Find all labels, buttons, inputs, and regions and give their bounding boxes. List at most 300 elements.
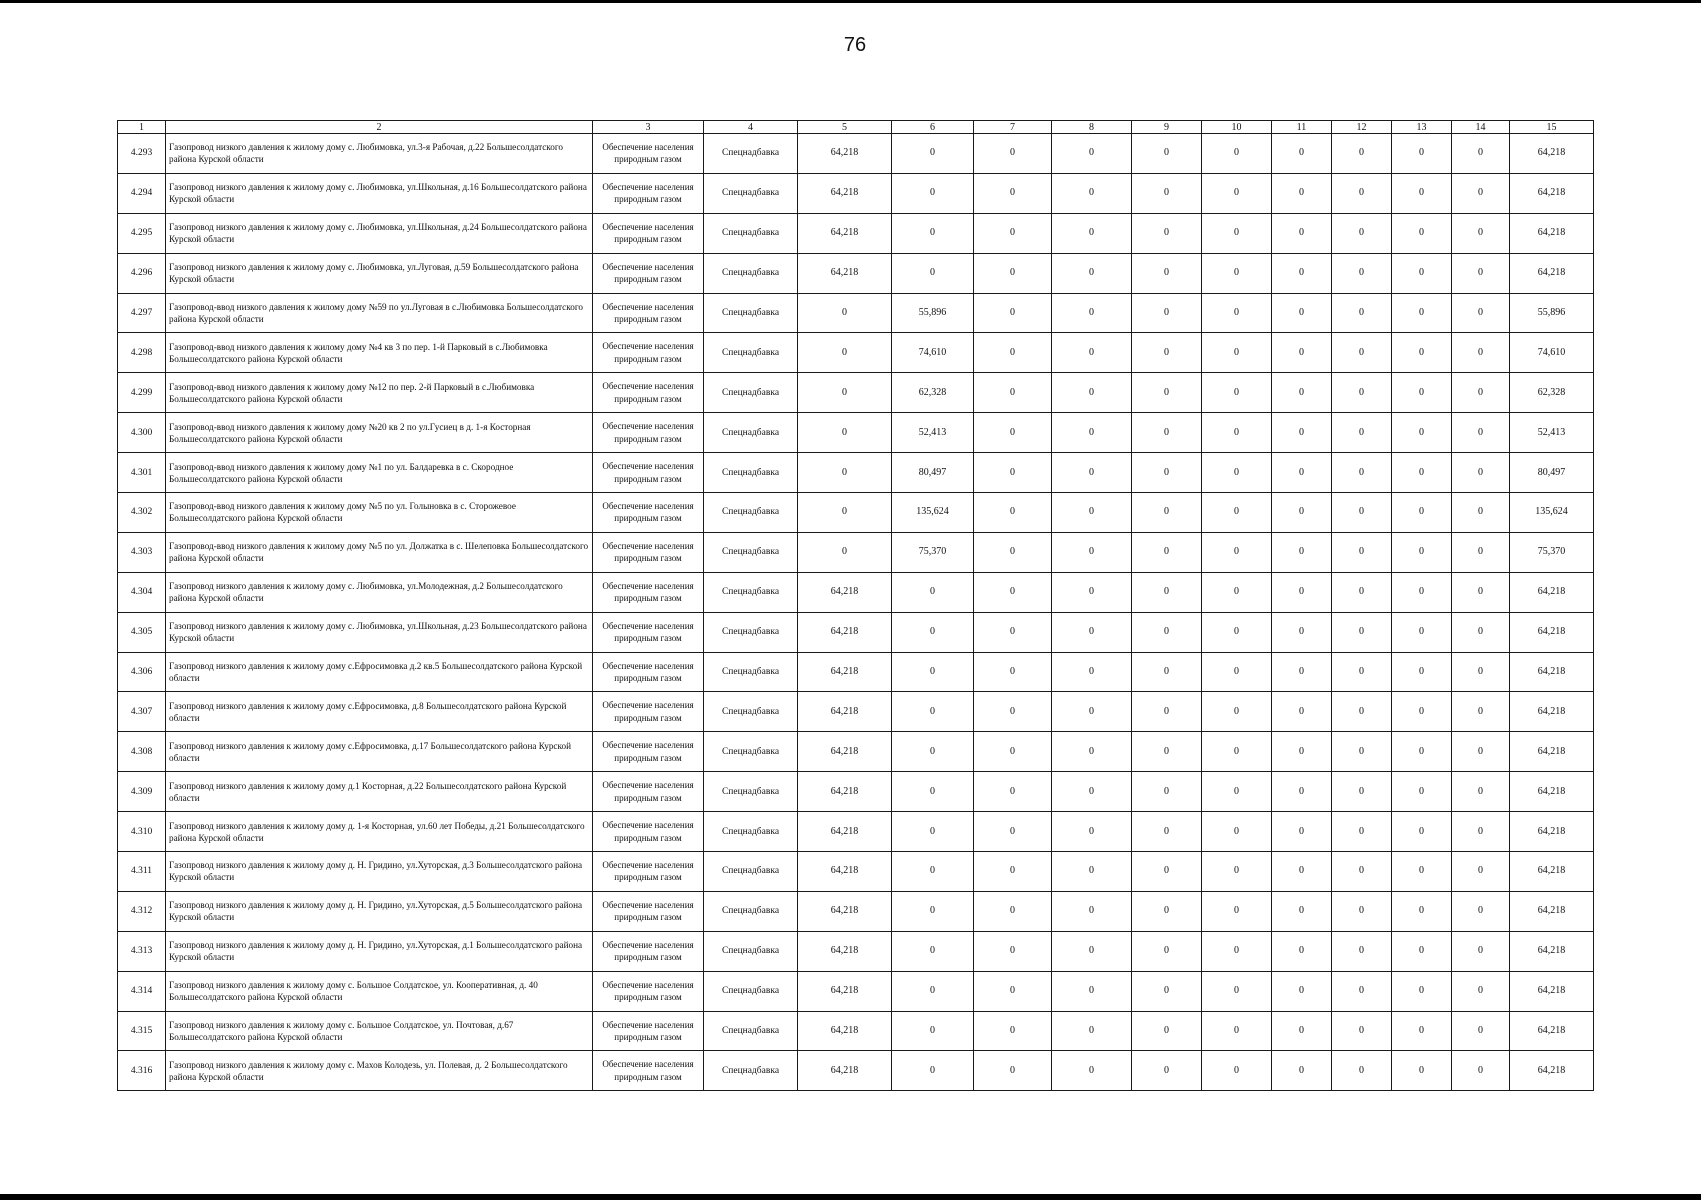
value-col-10: 0 (1202, 812, 1272, 852)
value-col-6: 0 (892, 1011, 974, 1051)
value-col-15-total: 64,218 (1510, 572, 1594, 612)
object-description: Газопровод низкого давления к жилому дому с. Любимовка, ул.Молодежная, д.2 Большесолдатского района Курской области (166, 572, 593, 612)
value-col-14: 0 (1452, 612, 1510, 652)
purpose: Обеспечение населения природным газом (593, 453, 704, 493)
value-col-12: 0 (1332, 772, 1392, 812)
row-number: 4.305 (118, 612, 166, 652)
value-col-11: 0 (1272, 253, 1332, 293)
row-number: 4.314 (118, 971, 166, 1011)
table-row (118, 173, 1594, 213)
value-col-12: 0 (1332, 852, 1392, 892)
value-col-5: 64,218 (798, 772, 892, 812)
funding-source: Спецнадбавка (704, 373, 798, 413)
value-col-11: 0 (1272, 692, 1332, 732)
value-col-10: 0 (1202, 931, 1272, 971)
value-col-12: 0 (1332, 891, 1392, 931)
purpose: Обеспечение населения природным газом (593, 532, 704, 572)
value-col-8: 0 (1052, 173, 1132, 213)
row-number: 4.307 (118, 692, 166, 732)
value-col-15-total: 64,218 (1510, 213, 1594, 253)
value-col-11: 0 (1272, 134, 1332, 174)
column-header-13: 13 (1392, 121, 1452, 134)
value-col-7: 0 (974, 293, 1052, 333)
value-col-10: 0 (1202, 493, 1272, 533)
table-row (118, 253, 1594, 293)
value-col-5: 64,218 (798, 253, 892, 293)
value-col-10: 0 (1202, 572, 1272, 612)
value-col-8: 0 (1052, 612, 1132, 652)
value-col-7: 0 (974, 971, 1052, 1011)
value-col-5: 0 (798, 333, 892, 373)
row-number: 4.293 (118, 134, 166, 174)
row-number: 4.296 (118, 253, 166, 293)
value-col-7: 0 (974, 253, 1052, 293)
funding-source: Спецнадбавка (704, 971, 798, 1011)
value-col-13: 0 (1392, 931, 1452, 971)
value-col-5: 0 (798, 532, 892, 572)
value-col-13: 0 (1392, 852, 1452, 892)
purpose: Обеспечение населения природным газом (593, 413, 704, 453)
row-number: 4.303 (118, 532, 166, 572)
value-col-9: 0 (1132, 772, 1202, 812)
value-col-15-total: 64,218 (1510, 931, 1594, 971)
funding-source: Спецнадбавка (704, 852, 798, 892)
value-col-12: 0 (1332, 612, 1392, 652)
value-col-10: 0 (1202, 732, 1272, 772)
value-col-14: 0 (1452, 971, 1510, 1011)
value-col-8: 0 (1052, 891, 1132, 931)
value-col-6: 0 (892, 931, 974, 971)
object-description: Газопровод-ввод низкого давления к жилому дому №1 по ул. Балдаревка в с. Скородное Большесолдатского района Курской области (166, 453, 593, 493)
value-col-13: 0 (1392, 652, 1452, 692)
table-row (118, 692, 1594, 732)
column-header-5: 5 (798, 121, 892, 134)
value-col-13: 0 (1392, 732, 1452, 772)
value-col-12: 0 (1332, 173, 1392, 213)
value-col-13: 0 (1392, 812, 1452, 852)
value-col-6: 74,610 (892, 333, 974, 373)
value-col-15-total: 62,328 (1510, 373, 1594, 413)
value-col-11: 0 (1272, 373, 1332, 413)
object-description: Газопровод низкого давления к жилому дому с. Большое Солдатское, ул. Почтовая, д.67 Большесолдатского района Курской области (166, 1011, 593, 1051)
value-col-12: 0 (1332, 1011, 1392, 1051)
table-row (118, 852, 1594, 892)
value-col-15-total: 64,218 (1510, 971, 1594, 1011)
value-col-11: 0 (1272, 812, 1332, 852)
value-col-8: 0 (1052, 652, 1132, 692)
funding-source: Спецнадбавка (704, 931, 798, 971)
value-col-15-total: 64,218 (1510, 692, 1594, 732)
value-col-5: 64,218 (798, 134, 892, 174)
funding-source: Спецнадбавка (704, 891, 798, 931)
value-col-10: 0 (1202, 692, 1272, 732)
row-number: 4.315 (118, 1011, 166, 1051)
funding-source: Спецнадбавка (704, 173, 798, 213)
value-col-7: 0 (974, 891, 1052, 931)
value-col-14: 0 (1452, 173, 1510, 213)
value-col-14: 0 (1452, 493, 1510, 533)
value-col-15-total: 64,218 (1510, 134, 1594, 174)
value-col-15-total: 64,218 (1510, 891, 1594, 931)
value-col-8: 0 (1052, 931, 1132, 971)
purpose: Обеспечение населения природным газом (593, 293, 704, 333)
value-col-13: 0 (1392, 971, 1452, 1011)
table-row (118, 572, 1594, 612)
value-col-10: 0 (1202, 253, 1272, 293)
value-col-8: 0 (1052, 333, 1132, 373)
column-header-7: 7 (974, 121, 1052, 134)
value-col-5: 0 (798, 453, 892, 493)
value-col-9: 0 (1132, 493, 1202, 533)
purpose: Обеспечение населения природным газом (593, 373, 704, 413)
value-col-15-total: 75,370 (1510, 532, 1594, 572)
value-col-10: 0 (1202, 532, 1272, 572)
value-col-8: 0 (1052, 293, 1132, 333)
value-col-12: 0 (1332, 1051, 1392, 1091)
value-col-10: 0 (1202, 612, 1272, 652)
value-col-7: 0 (974, 333, 1052, 373)
value-col-5: 0 (798, 413, 892, 453)
value-col-13: 0 (1392, 453, 1452, 493)
value-col-7: 0 (974, 931, 1052, 971)
value-col-11: 0 (1272, 293, 1332, 333)
value-col-13: 0 (1392, 1051, 1452, 1091)
value-col-14: 0 (1452, 413, 1510, 453)
value-col-15-total: 135,624 (1510, 493, 1594, 533)
row-number: 4.298 (118, 333, 166, 373)
value-col-5: 0 (798, 493, 892, 533)
value-col-14: 0 (1452, 812, 1510, 852)
table-row (118, 1051, 1594, 1091)
value-col-10: 0 (1202, 373, 1272, 413)
value-col-8: 0 (1052, 692, 1132, 732)
object-description: Газопровод низкого давления к жилому дому д. Н. Гридино, ул.Хуторская, д.5 Большесолдатского района Курской области (166, 891, 593, 931)
value-col-9: 0 (1132, 453, 1202, 493)
value-col-8: 0 (1052, 532, 1132, 572)
table-row (118, 413, 1594, 453)
value-col-9: 0 (1132, 692, 1202, 732)
object-description: Газопровод низкого давления к жилому дому д. Н. Гридино, ул.Хуторская, д.3 Большесолдатского района Курской области (166, 852, 593, 892)
value-col-14: 0 (1452, 572, 1510, 612)
value-col-9: 0 (1132, 1011, 1202, 1051)
value-col-13: 0 (1392, 134, 1452, 174)
value-col-11: 0 (1272, 1051, 1332, 1091)
value-col-14: 0 (1452, 1051, 1510, 1091)
row-number: 4.304 (118, 572, 166, 612)
value-col-7: 0 (974, 1011, 1052, 1051)
value-col-12: 0 (1332, 373, 1392, 413)
funding-source: Спецнадбавка (704, 572, 798, 612)
value-col-9: 0 (1132, 732, 1202, 772)
value-col-6: 75,370 (892, 532, 974, 572)
funding-source: Спецнадбавка (704, 652, 798, 692)
value-col-11: 0 (1272, 453, 1332, 493)
table-row (118, 333, 1594, 373)
value-col-15-total: 64,218 (1510, 253, 1594, 293)
value-col-14: 0 (1452, 732, 1510, 772)
object-description: Газопровод-ввод низкого давления к жилому дому №20 кв 2 по ул.Гусиец в д. 1-я Косторная Большесолдатского района Курской области (166, 413, 593, 453)
purpose: Обеспечение населения природным газом (593, 1051, 704, 1091)
value-col-11: 0 (1272, 931, 1332, 971)
value-col-9: 0 (1132, 532, 1202, 572)
value-col-15-total: 64,218 (1510, 812, 1594, 852)
table-body (118, 134, 1594, 1091)
column-header-2: 2 (166, 121, 593, 134)
value-col-15-total: 74,610 (1510, 333, 1594, 373)
value-col-5: 64,218 (798, 1051, 892, 1091)
value-col-10: 0 (1202, 652, 1272, 692)
value-col-8: 0 (1052, 413, 1132, 453)
column-header-14: 14 (1452, 121, 1510, 134)
value-col-10: 0 (1202, 173, 1272, 213)
value-col-15-total: 55,896 (1510, 293, 1594, 333)
value-col-7: 0 (974, 532, 1052, 572)
value-col-12: 0 (1332, 931, 1392, 971)
value-col-10: 0 (1202, 971, 1272, 1011)
funding-source: Спецнадбавка (704, 1011, 798, 1051)
row-number: 4.310 (118, 812, 166, 852)
row-number: 4.300 (118, 413, 166, 453)
value-col-8: 0 (1052, 253, 1132, 293)
purpose: Обеспечение населения природным газом (593, 852, 704, 892)
value-col-11: 0 (1272, 173, 1332, 213)
value-col-7: 0 (974, 852, 1052, 892)
table-row (118, 213, 1594, 253)
value-col-6: 0 (892, 732, 974, 772)
value-col-8: 0 (1052, 772, 1132, 812)
table-row (118, 1011, 1594, 1051)
data-table (117, 120, 1594, 1091)
value-col-5: 64,218 (798, 732, 892, 772)
value-col-15-total: 64,218 (1510, 772, 1594, 812)
value-col-14: 0 (1452, 532, 1510, 572)
funding-source: Спецнадбавка (704, 453, 798, 493)
row-number: 4.313 (118, 931, 166, 971)
value-col-14: 0 (1452, 852, 1510, 892)
funding-source: Спецнадбавка (704, 692, 798, 732)
value-col-11: 0 (1272, 891, 1332, 931)
value-col-11: 0 (1272, 732, 1332, 772)
value-col-8: 0 (1052, 852, 1132, 892)
value-col-15-total: 64,218 (1510, 732, 1594, 772)
value-col-9: 0 (1132, 971, 1202, 1011)
purpose: Обеспечение населения природным газом (593, 493, 704, 533)
funding-source: Спецнадбавка (704, 333, 798, 373)
value-col-8: 0 (1052, 213, 1132, 253)
table-row (118, 532, 1594, 572)
purpose: Обеспечение населения природным газом (593, 692, 704, 732)
row-number: 4.295 (118, 213, 166, 253)
scan-top-edge (0, 0, 1701, 3)
table-row (118, 652, 1594, 692)
value-col-13: 0 (1392, 413, 1452, 453)
value-col-9: 0 (1132, 134, 1202, 174)
column-header-8: 8 (1052, 121, 1132, 134)
object-description: Газопровод низкого давления к жилому дому с. Любимовка, ул.Луговая, д.59 Большесолдатского района Курской области (166, 253, 593, 293)
object-description: Газопровод-ввод низкого давления к жилому дому №12 по пер. 2-й Парковый в с.Любимовка Большесолдатского района Курской области (166, 373, 593, 413)
purpose: Обеспечение населения природным газом (593, 333, 704, 373)
value-col-6: 0 (892, 812, 974, 852)
funding-source: Спецнадбавка (704, 293, 798, 333)
purpose: Обеспечение населения природным газом (593, 134, 704, 174)
funding-source: Спецнадбавка (704, 612, 798, 652)
row-number: 4.308 (118, 732, 166, 772)
table-row (118, 293, 1594, 333)
row-number: 4.302 (118, 493, 166, 533)
value-col-7: 0 (974, 213, 1052, 253)
value-col-5: 64,218 (798, 812, 892, 852)
value-col-12: 0 (1332, 333, 1392, 373)
value-col-5: 64,218 (798, 572, 892, 612)
column-header-4: 4 (704, 121, 798, 134)
object-description: Газопровод низкого давления к жилому дому с.Ефросимовка д.2 кв.5 Большесолдатского района Курской области (166, 652, 593, 692)
funding-source: Спецнадбавка (704, 732, 798, 772)
value-col-10: 0 (1202, 1051, 1272, 1091)
column-header-12: 12 (1332, 121, 1392, 134)
object-description: Газопровод низкого давления к жилому дому с. Любимовка, ул.Школьная, д.16 Большесолдатского района Курской области (166, 173, 593, 213)
value-col-9: 0 (1132, 612, 1202, 652)
row-number: 4.311 (118, 852, 166, 892)
value-col-8: 0 (1052, 1011, 1132, 1051)
value-col-11: 0 (1272, 652, 1332, 692)
value-col-8: 0 (1052, 971, 1132, 1011)
value-col-9: 0 (1132, 572, 1202, 612)
value-col-14: 0 (1452, 333, 1510, 373)
value-col-14: 0 (1452, 1011, 1510, 1051)
purpose: Обеспечение населения природным газом (593, 931, 704, 971)
value-col-15-total: 64,218 (1510, 173, 1594, 213)
value-col-9: 0 (1132, 413, 1202, 453)
purpose: Обеспечение населения природным газом (593, 213, 704, 253)
value-col-5: 64,218 (798, 891, 892, 931)
value-col-7: 0 (974, 134, 1052, 174)
value-col-8: 0 (1052, 134, 1132, 174)
value-col-7: 0 (974, 373, 1052, 413)
value-col-5: 64,218 (798, 173, 892, 213)
row-number: 4.299 (118, 373, 166, 413)
object-description: Газопровод-ввод низкого давления к жилому дому №59 по ул.Луговая в с.Любимовка Большесолдатского района Курской области (166, 293, 593, 333)
table-row (118, 812, 1594, 852)
value-col-14: 0 (1452, 213, 1510, 253)
value-col-11: 0 (1272, 1011, 1332, 1051)
funding-source: Спецнадбавка (704, 493, 798, 533)
value-col-15-total: 64,218 (1510, 852, 1594, 892)
value-col-7: 0 (974, 572, 1052, 612)
value-col-13: 0 (1392, 772, 1452, 812)
object-description: Газопровод низкого давления к жилому дому с. Махов Колодезь, ул. Полевая, д. 2 Большесолдатского района Курской области (166, 1051, 593, 1091)
table-row (118, 134, 1594, 174)
table-row (118, 772, 1594, 812)
value-col-10: 0 (1202, 891, 1272, 931)
table-row (118, 612, 1594, 652)
funding-source: Спецнадбавка (704, 772, 798, 812)
value-col-5: 64,218 (798, 692, 892, 732)
object-description: Газопровод низкого давления к жилому дому с.Ефросимовка, д.8 Большесолдатского района Курской области (166, 692, 593, 732)
purpose: Обеспечение населения природным газом (593, 173, 704, 213)
column-header-9: 9 (1132, 121, 1202, 134)
value-col-14: 0 (1452, 891, 1510, 931)
value-col-7: 0 (974, 453, 1052, 493)
value-col-5: 64,218 (798, 1011, 892, 1051)
value-col-6: 80,497 (892, 453, 974, 493)
value-col-8: 0 (1052, 493, 1132, 533)
value-col-7: 0 (974, 173, 1052, 213)
column-header-6: 6 (892, 121, 974, 134)
value-col-15-total: 52,413 (1510, 413, 1594, 453)
value-col-13: 0 (1392, 612, 1452, 652)
value-col-12: 0 (1332, 493, 1392, 533)
value-col-8: 0 (1052, 732, 1132, 772)
value-col-7: 0 (974, 652, 1052, 692)
value-col-6: 0 (892, 652, 974, 692)
table-row (118, 453, 1594, 493)
value-col-6: 0 (892, 891, 974, 931)
purpose: Обеспечение населения природным газом (593, 1011, 704, 1051)
value-col-5: 0 (798, 373, 892, 413)
row-number: 4.316 (118, 1051, 166, 1091)
value-col-11: 0 (1272, 333, 1332, 373)
value-col-14: 0 (1452, 652, 1510, 692)
value-col-12: 0 (1332, 453, 1392, 493)
value-col-11: 0 (1272, 971, 1332, 1011)
value-col-6: 0 (892, 971, 974, 1011)
column-header-3: 3 (593, 121, 704, 134)
value-col-6: 0 (892, 1051, 974, 1091)
value-col-5: 64,218 (798, 931, 892, 971)
purpose: Обеспечение населения природным газом (593, 891, 704, 931)
value-col-9: 0 (1132, 253, 1202, 293)
funding-source: Спецнадбавка (704, 213, 798, 253)
value-col-12: 0 (1332, 213, 1392, 253)
value-col-8: 0 (1052, 453, 1132, 493)
value-col-11: 0 (1272, 772, 1332, 812)
value-col-5: 64,218 (798, 971, 892, 1011)
value-col-6: 52,413 (892, 413, 974, 453)
object-description: Газопровод низкого давления к жилому дому д.1 Косторная, д.22 Большесолдатского района Курской области (166, 772, 593, 812)
row-number: 4.294 (118, 173, 166, 213)
column-header-11: 11 (1272, 121, 1332, 134)
value-col-10: 0 (1202, 772, 1272, 812)
value-col-6: 0 (892, 852, 974, 892)
value-col-14: 0 (1452, 134, 1510, 174)
value-col-12: 0 (1332, 293, 1392, 333)
value-col-7: 0 (974, 772, 1052, 812)
scan-bottom-edge (0, 1194, 1701, 1200)
purpose: Обеспечение населения природным газом (593, 612, 704, 652)
value-col-6: 0 (892, 612, 974, 652)
value-col-13: 0 (1392, 253, 1452, 293)
value-col-12: 0 (1332, 652, 1392, 692)
value-col-8: 0 (1052, 1051, 1132, 1091)
value-col-14: 0 (1452, 293, 1510, 333)
value-col-12: 0 (1332, 692, 1392, 732)
object-description: Газопровод-ввод низкого давления к жилому дому №5 по ул. Голыновка в с. Сторожевое Большесолдатского района Курской области (166, 493, 593, 533)
value-col-8: 0 (1052, 373, 1132, 413)
value-col-7: 0 (974, 812, 1052, 852)
value-col-13: 0 (1392, 493, 1452, 533)
value-col-10: 0 (1202, 1011, 1272, 1051)
column-header-15: 15 (1510, 121, 1594, 134)
page-number: 76 (843, 34, 867, 56)
value-col-7: 0 (974, 732, 1052, 772)
value-col-15-total: 64,218 (1510, 652, 1594, 692)
funding-source: Спецнадбавка (704, 413, 798, 453)
funding-source: Спецнадбавка (704, 1051, 798, 1091)
value-col-14: 0 (1452, 373, 1510, 413)
value-col-15-total: 64,218 (1510, 1011, 1594, 1051)
value-col-6: 0 (892, 134, 974, 174)
value-col-12: 0 (1332, 532, 1392, 572)
